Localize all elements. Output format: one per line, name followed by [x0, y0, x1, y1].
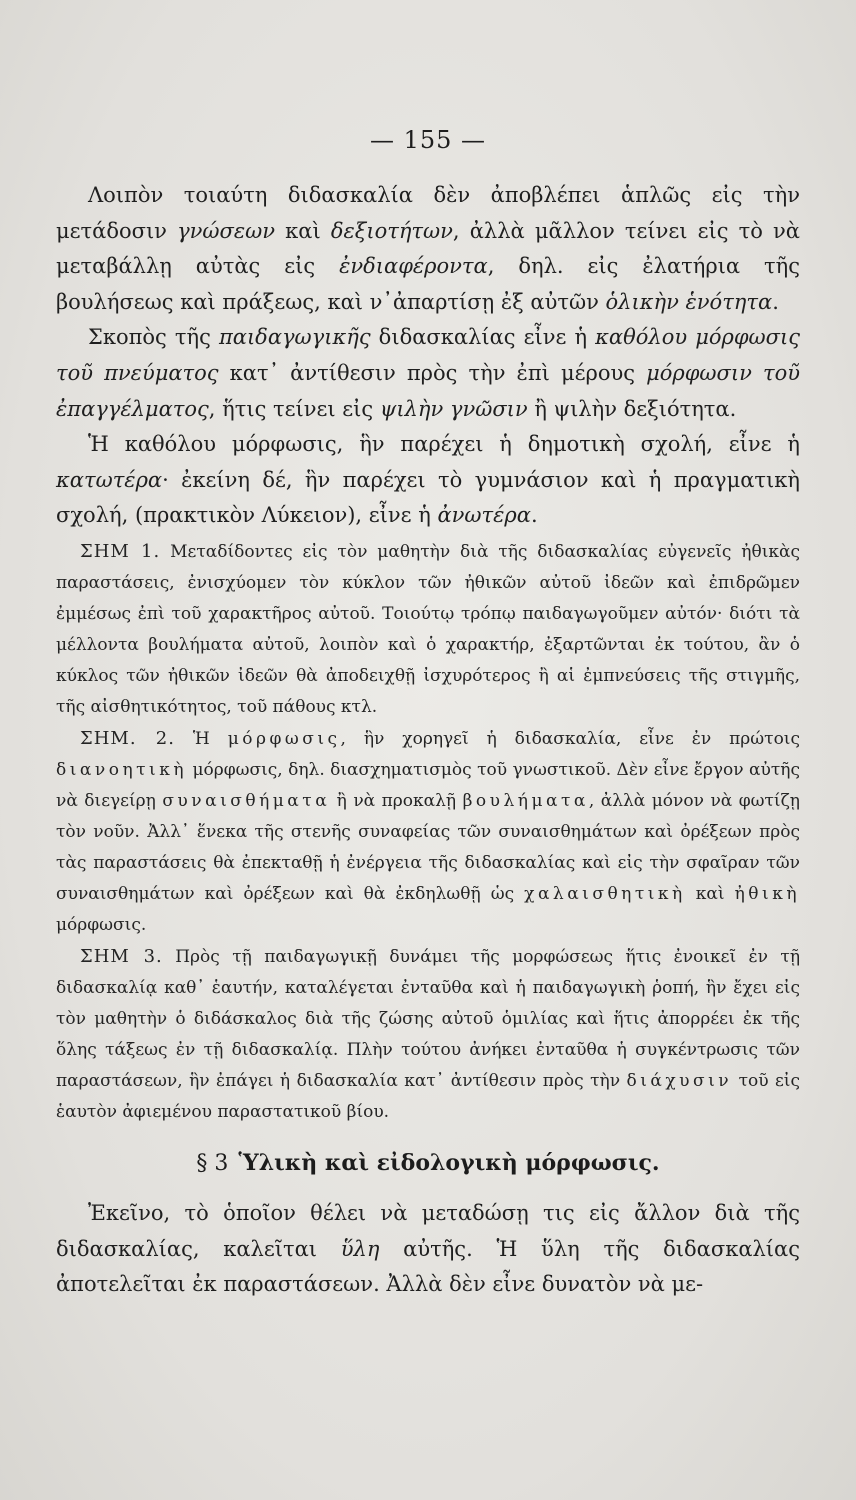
text-run: .	[530, 503, 538, 528]
section-heading	[56, 1150, 800, 1176]
text-run: , ἀλλὰ μᾶλλον τείνει εἰς τὸ νὰ μεταβάλλῃ αὐτὰς εἰς	[56, 218, 800, 279]
text-run: · ἐκείνη δέ, ἣν παρέχει τὸ γυμνάσιον καὶ ἡ πραγματικὴ σχολή, (πρακτικὸν Λύκειον), εἶνε ἡ	[56, 467, 800, 528]
section-number: § 3	[196, 1150, 229, 1176]
spaced-run: βουλήματα	[462, 790, 589, 811]
section-title: Ὑλικὴ καὶ εἰδολογικὴ μόρφωσις.	[238, 1149, 660, 1176]
paragraph-1	[56, 178, 800, 320]
note-2	[56, 723, 800, 941]
italic-run: ὁλικὴν ἑνότητα	[605, 289, 773, 314]
italic-run: παιδαγωγικῆς	[218, 325, 371, 350]
italic-run: μόρφωσιν τοῦ ἐπαγγέλματος	[56, 360, 800, 421]
text-run: , ἥτις τείνει εἰς	[208, 396, 380, 421]
note-text: τοῦ εἰς ἑαυτὸν ἀφιεμένου παραστατικοῦ βίου.	[56, 1070, 800, 1122]
note-text: Πρὸς τῇ παιδαγωγικῇ δυνάμει τῆς μορφώσεως ἥτις ἐνοικεῖ ἐν τῇ διδασκαλίᾳ καθ᾽ ἑαυτήν, καταλέγεται ἐνταῦθα καὶ ἡ παιδαγωγικὴ ῥοπή, ἣν ἔχει εἰς τὸν μαθητὴν ὁ διδάσκαλος διὰ τῆς ζώσης αὐτοῦ ὁμιλίας καὶ ἥτις ἀπορρέει ἐκ τῆς ὅλης τάξεως ἐν τῇ διδασκαλίᾳ. Πλὴν τούτου ἀνήκει ἐνταῦθα ἡ συγκέντρωσις τῶν παραστάσεων, ἣν ἐπάγει ἡ διδασκαλία κατ᾽ ἀντίθεσιν πρὸς τὴν	[56, 946, 801, 1091]
text-run: .	[772, 289, 779, 314]
footnotes	[56, 536, 800, 1128]
text-run: διδασκαλίας εἶνε ἡ	[370, 325, 596, 350]
italic-run: καθόλου μόρφωσις τοῦ πνεύματος	[56, 325, 800, 385]
text-run: αὐτῆς. Ἡ ὕλη τῆς διδασκαλίας ἀποτελεῖται ἐκ παραστάσεων. Ἀλλὰ δὲν εἶνε δυνατὸν νὰ με-	[56, 1236, 800, 1297]
note-label: ΣΗΜ 1.	[80, 540, 161, 562]
main-text	[56, 178, 800, 534]
note-text: μόρφωσις.	[56, 914, 147, 935]
note-text: καὶ	[685, 883, 735, 904]
note-3	[56, 941, 800, 1128]
italic-run: ψιλὴν γνῶσιν	[379, 396, 528, 421]
spaced-run: ἠθικὴ	[734, 883, 801, 904]
italic-run: δεξιοτήτων	[330, 218, 453, 243]
text-run: Ἐκεῖνο, τὸ ὁποῖον θέλει νὰ μεταδώσῃ τις εἰς ἄλλον διὰ τῆς διδασκαλίας, καλεῖται	[56, 1200, 800, 1261]
note-text: μόρφωσις, δηλ. διασχηματισμὸς τοῦ γνωστικοῦ. Δὲν εἶνε ἔργον αὐτῆς νὰ διεγείρῃ	[56, 759, 800, 811]
italic-run: γνώσεων	[177, 218, 276, 243]
spaced-run: διάχυσιν	[626, 1070, 733, 1091]
note-text: Μεταδίδοντες εἰς τὸν μαθητὴν διὰ τῆς διδασκαλίας εὐγενεῖς ἠθικὰς παραστάσεις, ἐνισχύομεν τὸν κύκλον τῶν ἠθικῶν αὐτοῦ ἰδεῶν καὶ ἐπιδρῶμεν ἐμμέσως ἐπὶ τοῦ χαρακτῆρος αὐτοῦ. Τοιούτῳ τρόπῳ παιδαγωγοῦμεν αὐτόν· διότι τὰ μέλλοντα βουλήματα αὐτοῦ, λοιπὸν καὶ ὁ χαρακτήρ, ἐξαρτῶνται ἐκ τούτου, ἂν ὁ κύκλος τῶν ἠθικῶν ἰδεῶν θὰ ἀποδειχθῇ ἰσχυρότερος ἢ αἱ ἐμπνεύσεις τῆς στιγμῆς, τῆς αἰσθητικότητος, τοῦ πάθους κτλ.	[56, 541, 800, 717]
note-text: , ἣν χορηγεῖ ἡ διδασκαλία, εἶνε ἐν πρώτοις	[340, 728, 800, 749]
italic-run: ἐνδιαφέροντα	[339, 254, 488, 279]
text-run: καὶ	[275, 218, 331, 243]
text-run: Σκοπὸς τῆς	[88, 325, 219, 350]
paragraph-4	[56, 1196, 800, 1303]
spaced-run: διανοητικὴ	[56, 759, 188, 780]
note-text: ἢ νὰ προκαλῇ	[330, 790, 463, 811]
text-run: κατ᾽ ἀντίθεσιν πρὸς τὴν ἐπὶ μέρους	[218, 360, 647, 385]
italic-run: κατωτέρα	[56, 467, 163, 492]
text-run: Ἡ καθόλου μόρφωσις, ἣν παρέχει ἡ δημοτικὴ σχολή, εἶνε ἡ	[88, 432, 800, 457]
note-1	[56, 536, 800, 723]
paragraph-3	[56, 427, 800, 534]
spaced-run: συναισθήματα	[162, 790, 331, 811]
note-text: , ἀλλὰ μόνον νὰ φωτίζῃ τὸν νοῦν. Ἀλλ᾽ ἕνεκα τῆς στενῆς συναφείας τῶν συναισθημάτων καὶ ὀρέξεων πρὸς τὰς παραστάσεις θὰ ἐπεκταθῇ ἡ ἐνέργεια τῆς διδασκαλίας καὶ εἰς τὴν σφαῖραν τῶν συναισθημάτων καὶ ὀρέξεων καὶ θὰ ἐκδηλωθῇ ὡς	[56, 790, 800, 904]
text-run: Λοιπὸν τοιαύτη διδασκαλία δὲν ἀποβλέπει ἁπλῶς εἰς τὴν μετάδοσιν	[56, 183, 800, 243]
note-label: ΣΗΜ 3.	[80, 945, 163, 967]
text-run: ἢ ψιλὴν δεξιότητα.	[527, 396, 737, 421]
note-text: Ἡ	[192, 728, 228, 749]
note-label: ΣΗΜ. 2.	[80, 727, 175, 749]
page-number: — 155 —	[369, 126, 487, 154]
spaced-run: χαλαισθητικὴ	[524, 883, 686, 904]
italic-run: ὕλη	[340, 1236, 380, 1261]
italic-run: ἀνωτέρα	[437, 503, 531, 528]
text-run: , δηλ. εἰς ἐλατήρια τῆς βουλήσεως καὶ πράξεως, καὶ ν᾽ἀπαρτίσῃ ἐξ αὐτῶν	[56, 254, 800, 314]
page-body	[56, 178, 800, 1303]
section-text	[56, 1196, 800, 1303]
spaced-run: μόρφωσις	[227, 728, 341, 749]
paragraph-2	[56, 320, 800, 427]
